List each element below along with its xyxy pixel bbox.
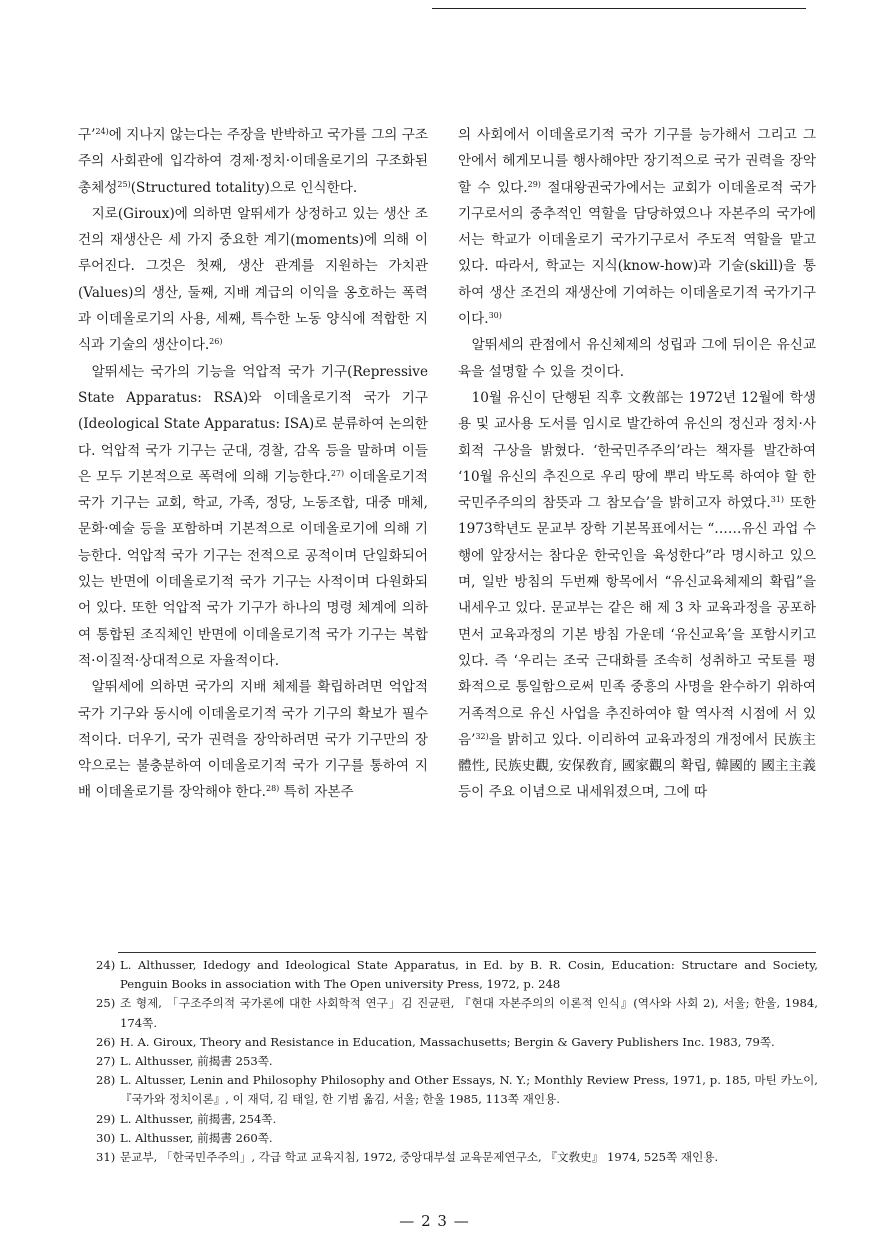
right-text-column bbox=[458, 122, 816, 806]
footnote-item bbox=[96, 1033, 818, 1052]
footnote-ref: 28) bbox=[266, 784, 280, 794]
footnote-text: L. Althusser, 前揭書 253쪽. bbox=[120, 1054, 273, 1069]
paragraph bbox=[78, 201, 428, 359]
footnote-item bbox=[96, 1052, 818, 1071]
paragraph-text: 구’ bbox=[78, 127, 96, 143]
paragraph-text: 지로(Giroux)에 의하면 알뛰세가 상정하고 있는 생산 조건의 재생산은 세 가지 중요한 계기(moments)에 의해 이루어진다. 그것은 첫째, 생산 관계를 지원하는 가치관(Values)의 생산, 둘째, 지배 계급의 이익을 옹호하는 폭력과 이데올로기의 사용, 세째, 특수한 노동 양식에 적합한 지식과 기술의 생산이다. bbox=[78, 205, 428, 354]
footnote-number: 31) bbox=[96, 1150, 116, 1165]
footnote-item bbox=[96, 1071, 818, 1109]
paragraph-text: (Structured totality)으로 인식한다. bbox=[130, 179, 358, 196]
paragraph-text: 이데올로기적 국가 기구는 교회, 학교, 가족, 정당, 노동조합, 대중 매체, 문화·예술 등을 포함하며 기본적으로 이데올로기에 의해 기능한다. 억압적 국가 기구는 전적으로 공적이며 단일화되어 있는 반면에 이데올로기적 국가 기구는 사적이며 다원화되어 있다. 또한 억압적 국가 기구가 하나의 명령 체계에 의하여 통합된 조직체인 반면에 이데올로기적 국가 기구는 복합적·이질적·상대적으로 자율적이다. bbox=[78, 468, 428, 669]
footnote-number: 30) bbox=[96, 1130, 116, 1145]
paragraph bbox=[458, 122, 816, 332]
footnote-number: 25) bbox=[96, 996, 116, 1011]
footnote-ref: 32) bbox=[475, 731, 489, 741]
paragraph-text: 알뛰세는 국가의 기능을 억압적 국가 기구(Repressive State Apparatus: RSA)와 이데올로기적 국가 기구(Ideological State Apparatus: ISA)로 분류하여 논의한다. 억압적 국가 기구는 군대, 경찰, 감옥 등을 말하며 이들은 모두 기본적으로 폭력에 의해 기능한다. bbox=[78, 363, 428, 485]
footnote-item bbox=[96, 1129, 818, 1148]
header-rule bbox=[432, 8, 806, 9]
footnote-ref: 27) bbox=[330, 468, 345, 478]
footnote-ref: 26) bbox=[209, 337, 223, 347]
footnote-text: L. Althusser, 前揭書, 254쪽. bbox=[120, 1111, 277, 1126]
footnote-item bbox=[96, 956, 818, 994]
footnote-number: 24) bbox=[96, 958, 116, 972]
footnote-separator bbox=[118, 952, 816, 953]
footnote-number: 26) bbox=[96, 1034, 116, 1049]
paragraph-text: 특히 자본주 bbox=[279, 784, 354, 801]
footnote-number: 28) bbox=[96, 1073, 116, 1088]
paragraph bbox=[458, 385, 816, 806]
paragraph-text: 알뛰세에 의하면 국가의 지배 체제를 확립하려면 억압적 국가 기구와 동시에 이데올로기적 국가 기구의 확보가 필수적이다. 더우기, 국가 권력을 장악하려면 국가 기구만의 장악으로는 불충분하여 이데올로기적 국가 기구를 통하여 지배 이데올로기를 장악해야 한다. bbox=[78, 679, 428, 801]
paragraph-text: 또한 1973학년도 문교부 장학 기본목표에서는 “……유신 과업 수행에 앞장서는 참다운 한국인을 육성한다”라 명시하고 있으며, 일반 방침의 두번째 항목에서 “유신교육체제의 확립”을 내세우고 있다. 문교부는 같은 해 제 3 차 교육과정을 공포하면서 교육과정의 기본 방침 가운데 ‘유신교육’을 포함시키고 있다. 즉 ‘우리는 조국 근대화를 조속히 성취하고 국토를 평화적으로 통일함으로써 민족 중흥의 사명을 완수하기 위하여 거족적으로 유신 사업을 추진하여야 할 역사적 시점에 서 있음’ bbox=[458, 495, 816, 748]
paragraph-text: 에 지나지 않는다는 주장을 반박하고 국가를 그의 구조주의 사회관에 입각하여 경제·정치·이데올로기의 구조화된 총체성 bbox=[78, 127, 428, 196]
paragraph bbox=[78, 122, 428, 201]
paragraph bbox=[78, 359, 428, 675]
paragraph-text: 10월 유신이 단행된 직후 文敎部는 1972년 12월에 학생용 및 교사용 도서를 임시로 발간하여 유신의 정신과 정치·사회적 구상을 밝혔다. ‘한국민주주의’라는 책자를 발간하여 ‘10월 유신의 추진으로 우리 땅에 뿌리 박도록 하여야 할 한국민주주의의 참뜻과 그 참모습’을 밝히고자 하였다. bbox=[458, 389, 816, 512]
footnote-ref: 25) bbox=[117, 179, 131, 189]
paragraph-text: 알뛰세의 관점에서 유신체제의 성립과 그에 뒤이은 유신교육을 설명할 수 있을 것이다. bbox=[458, 337, 816, 380]
footnote-number: 29) bbox=[96, 1111, 116, 1126]
footnote-item bbox=[96, 1148, 818, 1167]
paragraph-text: 의 사회에서 이데올로기적 국가 기구를 능가해서 그리고 그 안에서 헤게모니를 행사해야만 장기적으로 국가 권력을 장악할 수 있다. bbox=[458, 127, 816, 196]
footnote-text: 문교부, 「한국민주주의」, 각급 학교 교육지침, 1972, 중앙대부설 교육문제연구소, 『文敎史』 1974, 525쪽 재인용. bbox=[120, 1150, 719, 1165]
paragraph bbox=[78, 674, 428, 805]
paragraph-text: 절대왕권국가에서는 교회가 이데올로적 국가기구로서의 중추적인 역할을 담당하였으나 자본주의 국가에서는 학교가 이데올로기 국가기구로서 주도적 역할을 맡고 있다. 따라서, 학교는 지식(know-how)과 기술(skill)을 통하여 생산 조건의 재생산에 기여하는 이데올로기적 국가기구이다. bbox=[458, 179, 816, 328]
footnote-text: H. A. Giroux, Theory and Resistance in Education, Massachusetts; Bergin & Gavery Publishers Inc. 1983, 79쪽. bbox=[120, 1034, 775, 1049]
footnote-number: 27) bbox=[96, 1054, 116, 1069]
footnote-text: L. Altusser, Lenin and Philosophy Philosophy and Other Essays, N. Y.; Monthly Review Press, 1971, p. 185, 마틴 카노이, 『국가와 정치이론』, 이 재덕, 김 태일, 한 기범 옮김, 서울; 한울 1985, 113쪽 재인용. bbox=[120, 1073, 818, 1107]
footnote-ref: 24) bbox=[95, 127, 109, 136]
paragraph-text: 을 밝히고 있다. 이리하여 교육과정의 개정에서 民族主體性, 民族史觀, 安保敎育, 國家觀의 확립, 韓國的 國主主義 등이 주요 이념으로 내세워졌으며, 그에 따 bbox=[458, 731, 816, 801]
footnote-ref: 29) bbox=[527, 179, 541, 189]
left-text-column bbox=[78, 122, 428, 806]
footnotes bbox=[96, 956, 818, 1167]
page-number: — 2 3 — bbox=[399, 1212, 470, 1230]
footnote-text: 조 형제, 「구조주의적 국가론에 대한 사회학적 연구」김 진균편, 『현대 자본주의의 이론적 인식』(역사와 사회 2), 서울; 한울, 1984, 174쪽. bbox=[120, 996, 818, 1030]
footnote-ref: 30) bbox=[488, 311, 502, 321]
footnote-item bbox=[96, 1110, 818, 1129]
footnote-text: L. Althusser, 前揭書 260쪽. bbox=[120, 1130, 273, 1145]
footnote-text: L. Althusser, Idedogy and Ideological State Apparatus, in Ed. by B. R. Cosin, Education: Structare and Society, Penguin Books in association with The Open university Press, 1972, p. 248 bbox=[120, 958, 818, 992]
paragraph bbox=[458, 332, 816, 385]
footnote-item bbox=[96, 994, 818, 1032]
footnote-ref: 31) bbox=[770, 495, 785, 505]
